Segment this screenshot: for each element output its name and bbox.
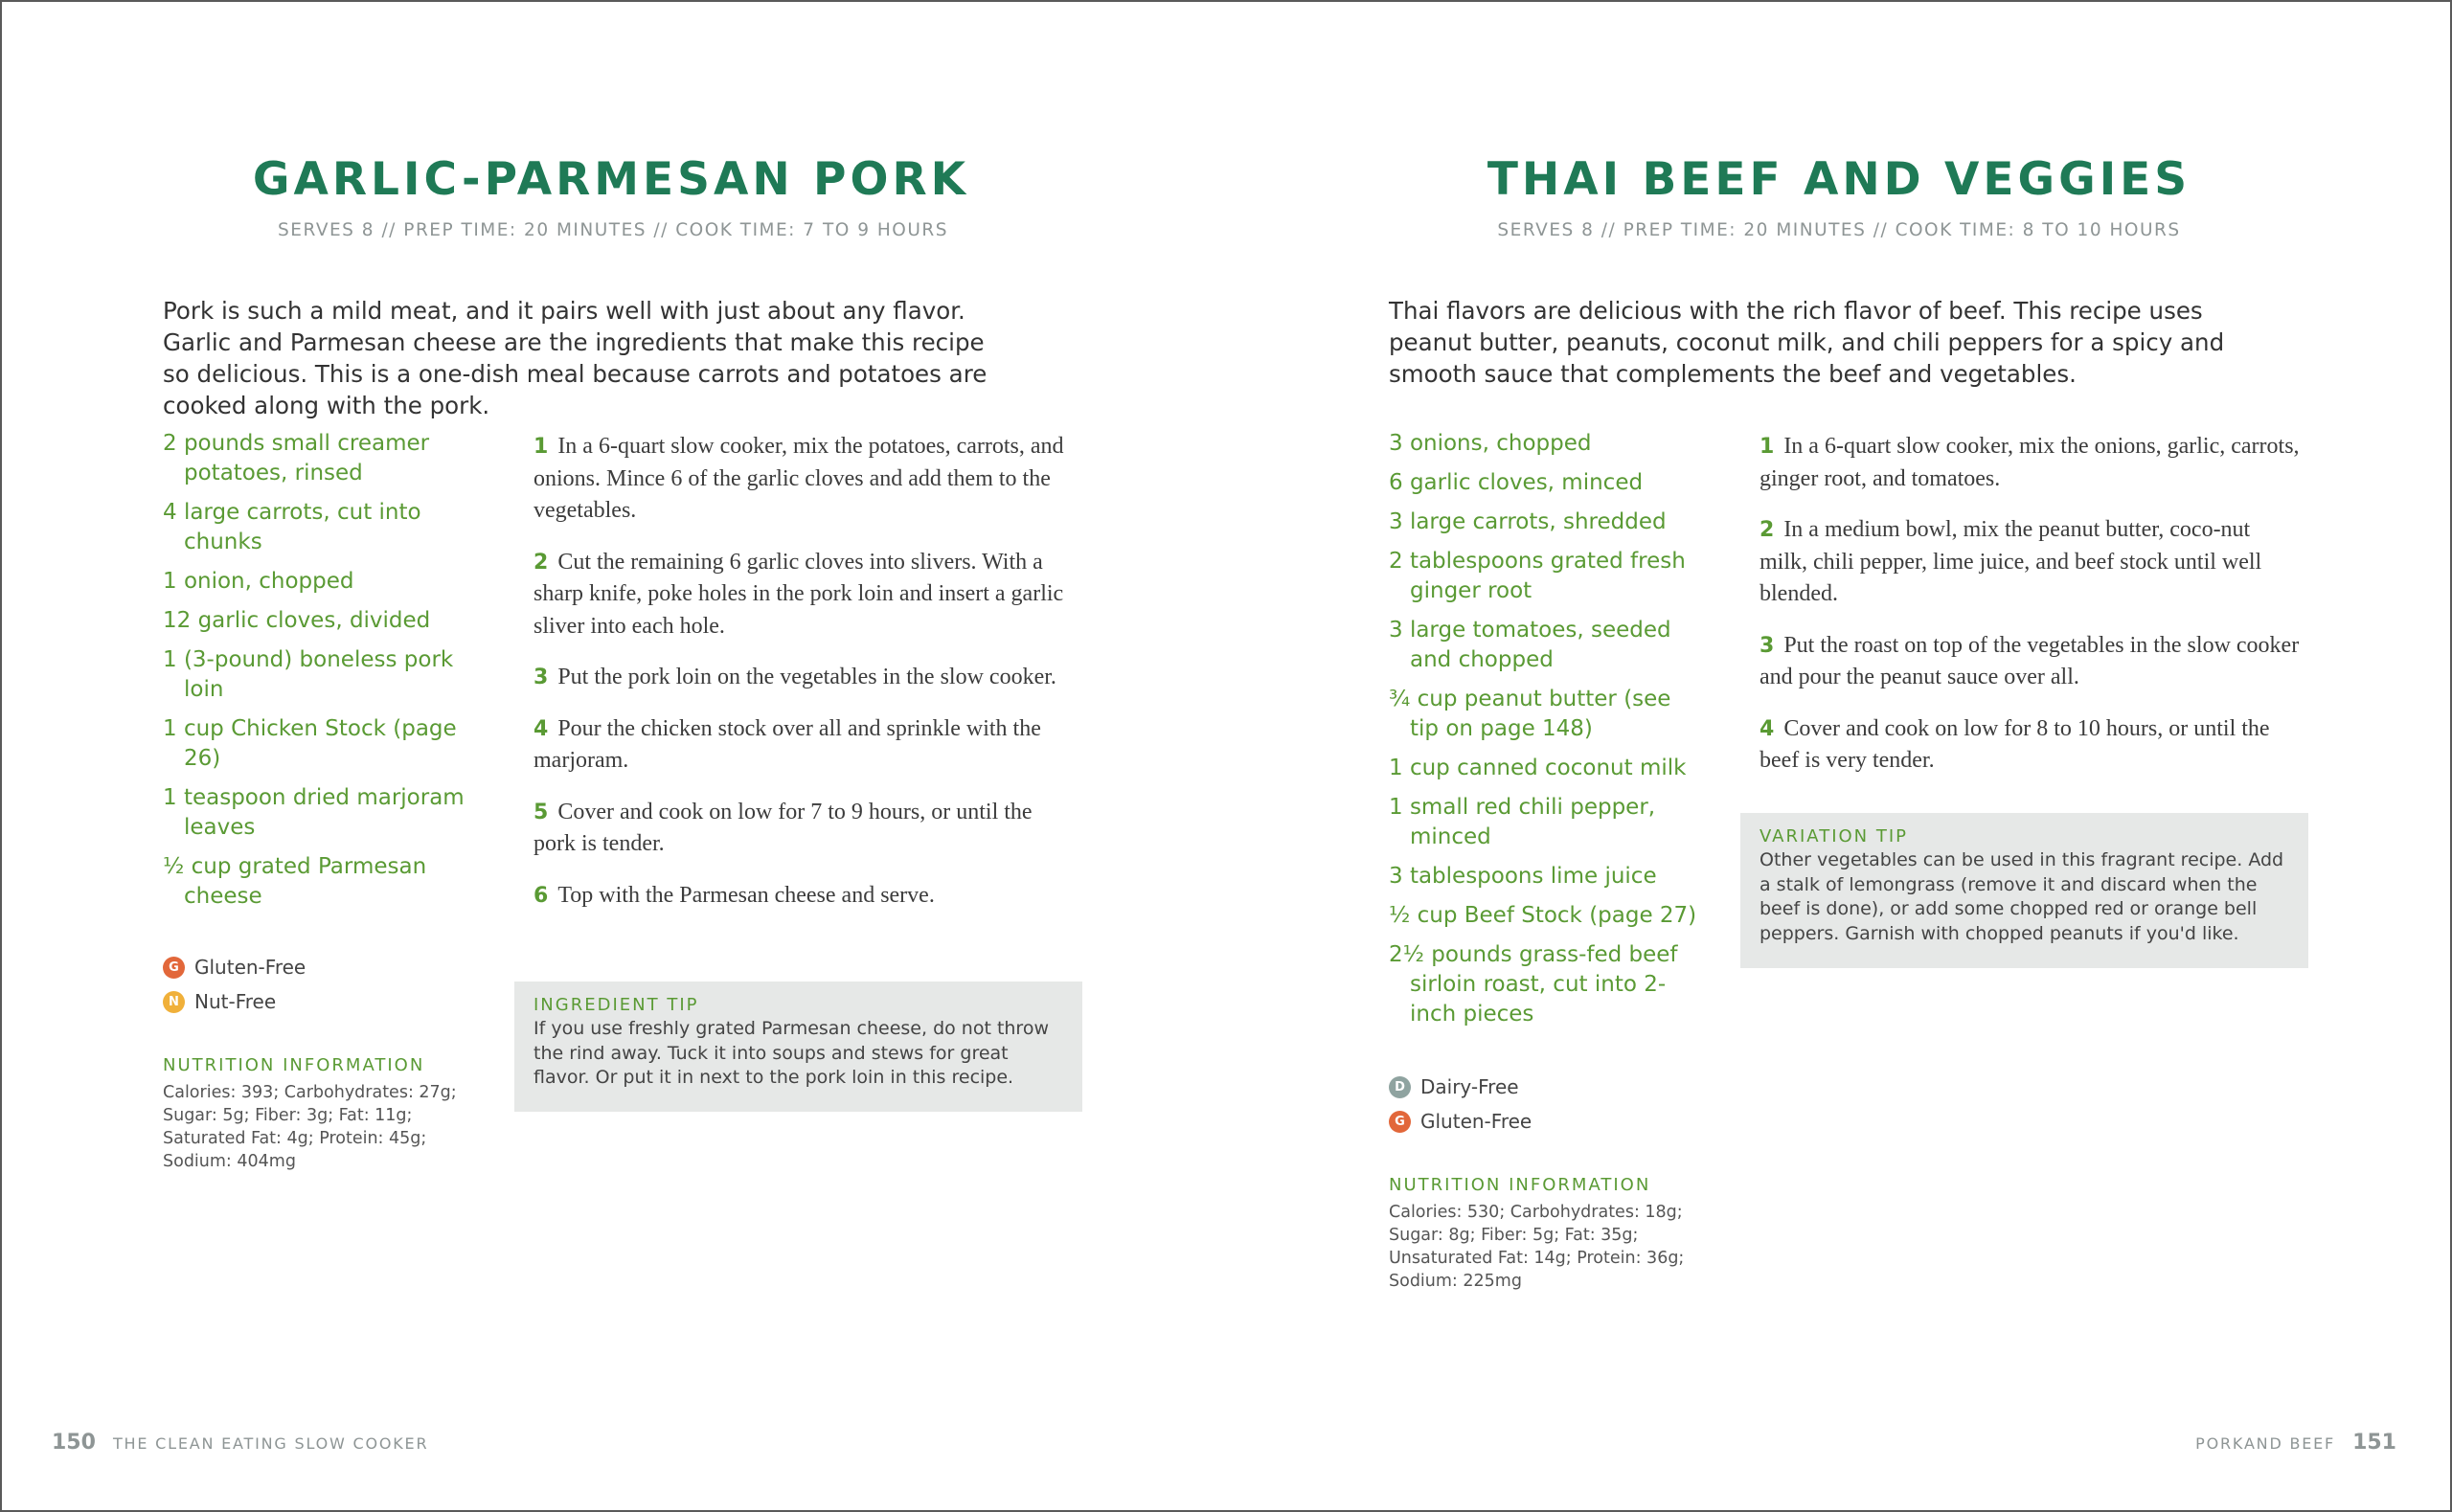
ingredient-item: ½ cup Beef Stock (page 27) xyxy=(1389,903,1697,928)
step-number: 1 xyxy=(1760,435,1775,459)
step-item xyxy=(534,713,1075,778)
nutrition-heading: NUTRITION INFORMATION xyxy=(1389,1175,1651,1195)
page-number: 150 xyxy=(52,1431,96,1455)
diet-badge-label: Dairy-Free xyxy=(1420,1075,1519,1098)
step-text: In a medium bowl, mix the peanut butter, coco-nut milk, chili pepper, lime juice, and beef stock until well blended. xyxy=(1760,517,2262,606)
ingredient-item: 3 large carrots, shredded xyxy=(1389,509,1667,534)
ingredient-item: ½ cup grated Parmesan cheese xyxy=(163,854,427,909)
recipe-title: THAI BEEF AND VEGGIES xyxy=(1487,153,2191,206)
diet-badge-label: Gluten-Free xyxy=(194,956,306,979)
ingredient-item: 1 (3-pound) boneless pork loin xyxy=(163,647,454,702)
diet-badge xyxy=(163,956,306,979)
gluten-free-icon: G xyxy=(1389,1111,1411,1133)
step-item xyxy=(534,662,1075,694)
nut-free-icon: N xyxy=(163,991,185,1013)
ingredient-item: ¾ cup peanut butter (see tip on page 148) xyxy=(1389,687,1671,741)
step-item xyxy=(534,547,1075,643)
page-footer xyxy=(52,1431,428,1455)
diet-badge xyxy=(163,990,306,1013)
step-text: Put the pork loin on the vegetables in the slow cooker. xyxy=(557,665,1056,689)
ingredient-item: 2½ pounds grass-fed beef sirloin roast, cut into 2-inch pieces xyxy=(1389,942,1678,1027)
ingredient-item: 1 cup canned coconut milk xyxy=(1389,756,1687,780)
diet-badge xyxy=(1389,1075,1532,1098)
tip-text: Other vegetables can be used in this fragrant recipe. Add a stalk of lemongrass (remove it and discard when the beef is done), or add some chopped red or orange bell peppers. Garnish with chopped peanuts if you'd like. xyxy=(1760,849,2284,944)
right-page xyxy=(1226,0,2452,1512)
step-item xyxy=(534,797,1075,861)
gluten-free-icon: G xyxy=(163,957,185,979)
step-text: Put the roast on top of the vegetables in the slow cooker and pour the peanut sauce over all. xyxy=(1760,632,2300,689)
step-number: 3 xyxy=(534,666,549,689)
chapter-title: PORKAND BEEF xyxy=(2195,1434,2336,1453)
ingredient-tip-box xyxy=(514,982,1082,1112)
ingredient-list xyxy=(1389,429,1705,1039)
recipe-intro: Thai flavors are delicious with the rich flavor of beef. This recipe uses peanut butter, peanuts, coconut milk, and chili peppers for a spicy and smooth sauce that complements the beef and vegetables. xyxy=(1389,297,2225,388)
ingredient-item: 3 large tomatoes, seeded and chopped xyxy=(1389,618,1671,672)
step-text: Top with the Parmesan cheese and serve. xyxy=(557,882,935,908)
step-number: 3 xyxy=(1760,633,1775,658)
step-text: Cover and cook on low for 8 to 10 hours, or until the beef is very tender. xyxy=(1760,715,2270,773)
step-number: 4 xyxy=(534,716,549,741)
step-text: In a 6-quart slow cooker, mix the potatoes, carrots, and onions. Mince 6 of the garlic cloves and add them to the vegetables. xyxy=(534,434,1064,523)
step-text: Pour the chicken stock over all and sprinkle with the marjoram. xyxy=(534,715,1041,773)
recipe-meta: SERVES 8 // PREP TIME: 20 MINUTES // COOK TIME: 7 TO 9 HOURS xyxy=(278,220,948,240)
step-item xyxy=(1760,713,2301,778)
ingredient-item: 2 pounds small creamer potatoes, rinsed xyxy=(163,431,430,485)
page-footer xyxy=(2195,1431,2396,1455)
step-item xyxy=(1760,514,2301,611)
step-number: 2 xyxy=(534,550,549,575)
step-number: 5 xyxy=(534,800,549,824)
tip-heading: INGREDIENT TIP xyxy=(534,995,699,1015)
ingredient-item: 1 cup Chicken Stock (page 26) xyxy=(163,716,457,771)
step-item xyxy=(534,880,1075,913)
step-text: In a 6-quart slow cooker, mix the onions, garlic, carrots, ginger root, and tomatoes. xyxy=(1760,434,2300,491)
step-number: 1 xyxy=(534,435,549,459)
ingredient-item: 1 onion, chopped xyxy=(163,569,354,594)
book-title: THE CLEAN EATING SLOW COOKER xyxy=(112,1434,429,1453)
diet-badge-label: Nut-Free xyxy=(194,990,277,1013)
ingredient-item: 3 tablespoons lime juice xyxy=(1389,864,1657,889)
step-item xyxy=(1760,431,2301,495)
step-number: 2 xyxy=(1760,518,1775,542)
nutrition-info xyxy=(163,1055,479,1173)
step-text: Cover and cook on low for 7 to 9 hours, or until the pork is tender. xyxy=(534,799,1033,856)
step-list xyxy=(1760,431,2301,797)
variation-tip-box xyxy=(1740,813,2308,968)
step-list xyxy=(534,431,1075,931)
ingredient-item: 3 onions, chopped xyxy=(1389,431,1592,456)
nutrition-info xyxy=(1389,1175,1705,1293)
ingredient-item: 4 large carrots, cut into chunks xyxy=(163,500,421,554)
nutrition-text: Calories: 393; Carbohydrates: 27g; Sugar: 5g; Fiber: 3g; Fat: 11g; Saturated Fat: 4g; Protein: 45g; Sodium: 404mg xyxy=(163,1083,457,1171)
nutrition-heading: NUTRITION INFORMATION xyxy=(163,1055,425,1075)
step-item xyxy=(534,431,1075,528)
diet-badge-list xyxy=(1389,1075,1532,1144)
step-text: Cut the remaining 6 garlic cloves into slivers. With a sharp knife, poke holes in the pork loin and insert a garlic sliver into each hole. xyxy=(534,549,1064,639)
nutrition-text: Calories: 530; Carbohydrates: 18g; Sugar: 8g; Fiber: 5g; Fat: 35g; Unsaturated Fat: 14g; Protein: 36g; Sodium: 225mg xyxy=(1389,1203,1685,1291)
ingredient-item: 1 small red chili pepper, minced xyxy=(1389,795,1656,849)
dairy-free-icon: D xyxy=(1389,1076,1411,1098)
tip-text: If you use freshly grated Parmesan cheese, do not throw the rind away. Tuck it into soups and stews for great flavor. Or put it in next to the pork loin in this recipe. xyxy=(534,1018,1049,1088)
recipe-intro: Pork is such a mild meat, and it pairs well with just about any flavor. Garlic and Parmesan cheese are the ingredients that make this recipe so delicious. This is a one-dish meal because carrots and potatoes are cooked along with the pork. xyxy=(163,297,988,419)
diet-badge-label: Gluten-Free xyxy=(1420,1110,1532,1133)
diet-badge-list xyxy=(163,956,306,1025)
ingredient-item: 2 tablespoons grated fresh ginger root xyxy=(1389,549,1686,603)
tip-heading: VARIATION TIP xyxy=(1760,826,1909,846)
diet-badge xyxy=(1389,1110,1532,1133)
ingredient-item: 1 teaspoon dried marjoram leaves xyxy=(163,785,465,840)
ingredient-list xyxy=(163,429,479,921)
page-number: 151 xyxy=(2352,1431,2396,1455)
step-number: 6 xyxy=(534,883,549,908)
step-number: 4 xyxy=(1760,716,1775,741)
recipe-title: GARLIC-PARMESAN PORK xyxy=(252,153,970,206)
step-item xyxy=(1760,630,2301,694)
ingredient-item: 12 garlic cloves, divided xyxy=(163,608,431,633)
ingredient-item: 6 garlic cloves, minced xyxy=(1389,470,1644,495)
recipe-meta: SERVES 8 // PREP TIME: 20 MINUTES // COOK TIME: 8 TO 10 HOURS xyxy=(1497,220,2181,240)
